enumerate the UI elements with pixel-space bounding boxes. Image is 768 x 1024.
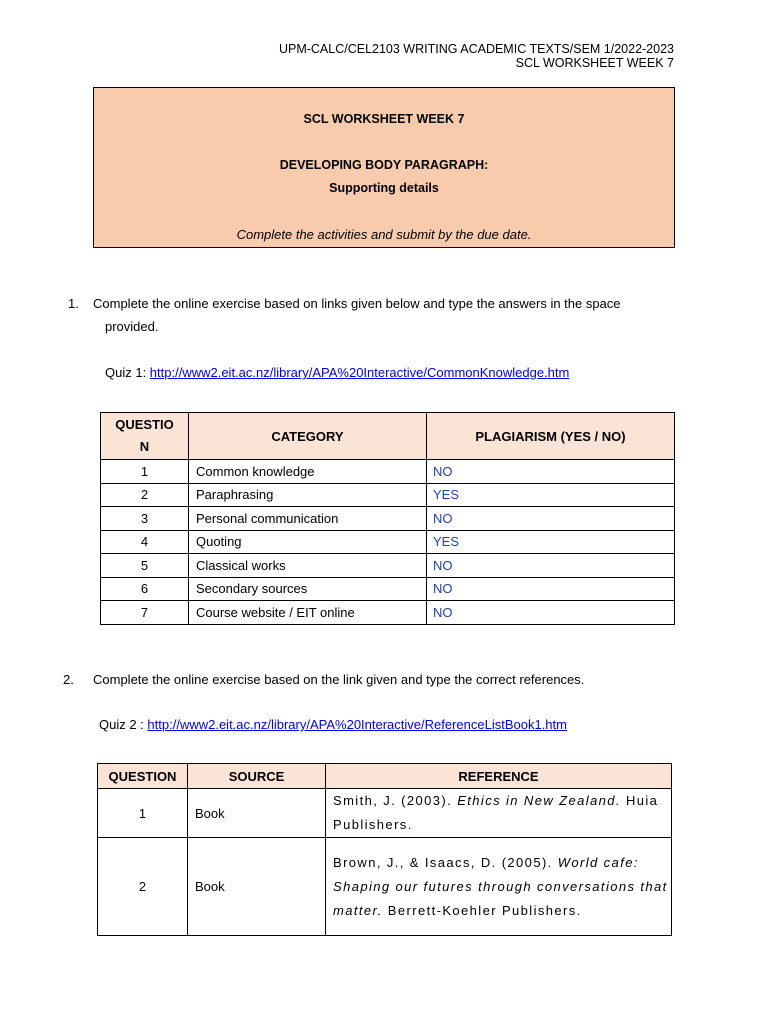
question-1-text: Complete the online exercise based on links given below and type the answers in the space [93,296,621,311]
reference-text: Smith, J. (2003). [333,793,458,808]
quiz-1-link[interactable]: http://www2.eit.ac.nz/library/APA%20Interactive/CommonKnowledge.htm [149,365,570,380]
table-row [101,577,675,601]
reference-text: Brown, J., & Isaacs, D. (2005). [333,854,558,870]
header-question: QUESTION [98,764,188,789]
question-1-number: 1. [68,296,79,311]
row-category: Course website / EIT online [189,601,427,625]
row-question: 2 [98,838,188,936]
worksheet-title: SCL WORKSHEET WEEK 7 [303,112,465,126]
table-row [101,460,675,484]
table-header-row [101,413,675,460]
quiz-2-line [99,717,567,732]
header-question-part1: QUESTIO [115,417,174,432]
row-question: 2 [101,483,189,507]
reference-title: Ethics in New Zealand. [457,793,621,808]
table-row [101,530,675,554]
quiz-1-label: Quiz 1: [105,365,150,380]
row-category: Quoting [189,530,427,554]
header-course-line: UPM-CALC/CEL2103 WRITING ACADEMIC TEXTS/SEM 1/2022-2023 [278,42,674,56]
worksheet-instruction: Complete the activities and submit by the due date. [236,227,532,242]
row-question: 5 [101,554,189,578]
table-row [101,554,675,578]
reference-publisher: Huia Publishers. [333,793,659,832]
row-answer[interactable]: NO [427,460,675,484]
row-source: Book [188,789,326,838]
header-source: SOURCE [188,764,326,789]
quiz-2-link[interactable]: http://www2.eit.ac.nz/library/APA%20Interactive/ReferenceListBook1.htm [147,717,567,732]
reference-title: World cafe: Shaping our futures through conversations that matter. [333,854,668,918]
document-header [279,42,674,70]
row-category: Personal communication [189,507,427,531]
header-plagiarism: PLAGIARISM (YES / NO) [427,413,675,460]
row-question: 6 [101,577,189,601]
row-question: 7 [101,601,189,625]
table-row [101,601,675,625]
row-reference[interactable] [326,789,672,838]
row-answer[interactable]: YES [427,483,675,507]
row-answer[interactable]: YES [427,530,675,554]
row-answer[interactable]: NO [427,577,675,601]
table-row [98,789,672,838]
table-header-row [98,764,672,789]
row-category: Classical works [189,554,427,578]
row-category: Paraphrasing [189,483,427,507]
reference-publisher: Berrett-Koehler Publishers. [382,902,582,918]
header-reference: REFERENCE [326,764,672,789]
quiz-1-line [105,365,569,380]
worksheet-subtitle: DEVELOPING BODY PARAGRAPH: [279,158,489,172]
row-category: Secondary sources [189,577,427,601]
row-source: Book [188,838,326,936]
row-question: 1 [98,789,188,838]
reference-table [97,763,672,936]
title-box [93,87,675,248]
row-answer[interactable]: NO [427,601,675,625]
question-2-text: Complete the online exercise based on the link given and type the correct references. [93,672,585,687]
row-reference[interactable] [326,838,672,936]
row-answer[interactable]: NO [427,554,675,578]
row-question: 1 [101,460,189,484]
header-worksheet-line: SCL WORKSHEET WEEK 7 [515,56,674,70]
header-question-part2: N [139,439,150,454]
table-row [101,483,675,507]
quiz-2-label: Quiz 2 : [99,717,148,732]
table-row [101,507,675,531]
question-1-text-cont: provided. [105,319,159,334]
row-answer[interactable]: NO [427,507,675,531]
question-2-number: 2. [63,672,74,687]
row-question: 3 [101,507,189,531]
plagiarism-table [100,412,675,625]
worksheet-subtitle-2: Supporting details [329,181,439,195]
table-row [98,838,672,936]
row-question: 4 [101,530,189,554]
row-category: Common knowledge [189,460,427,484]
header-category: CATEGORY [189,413,427,460]
header-question [101,413,189,460]
